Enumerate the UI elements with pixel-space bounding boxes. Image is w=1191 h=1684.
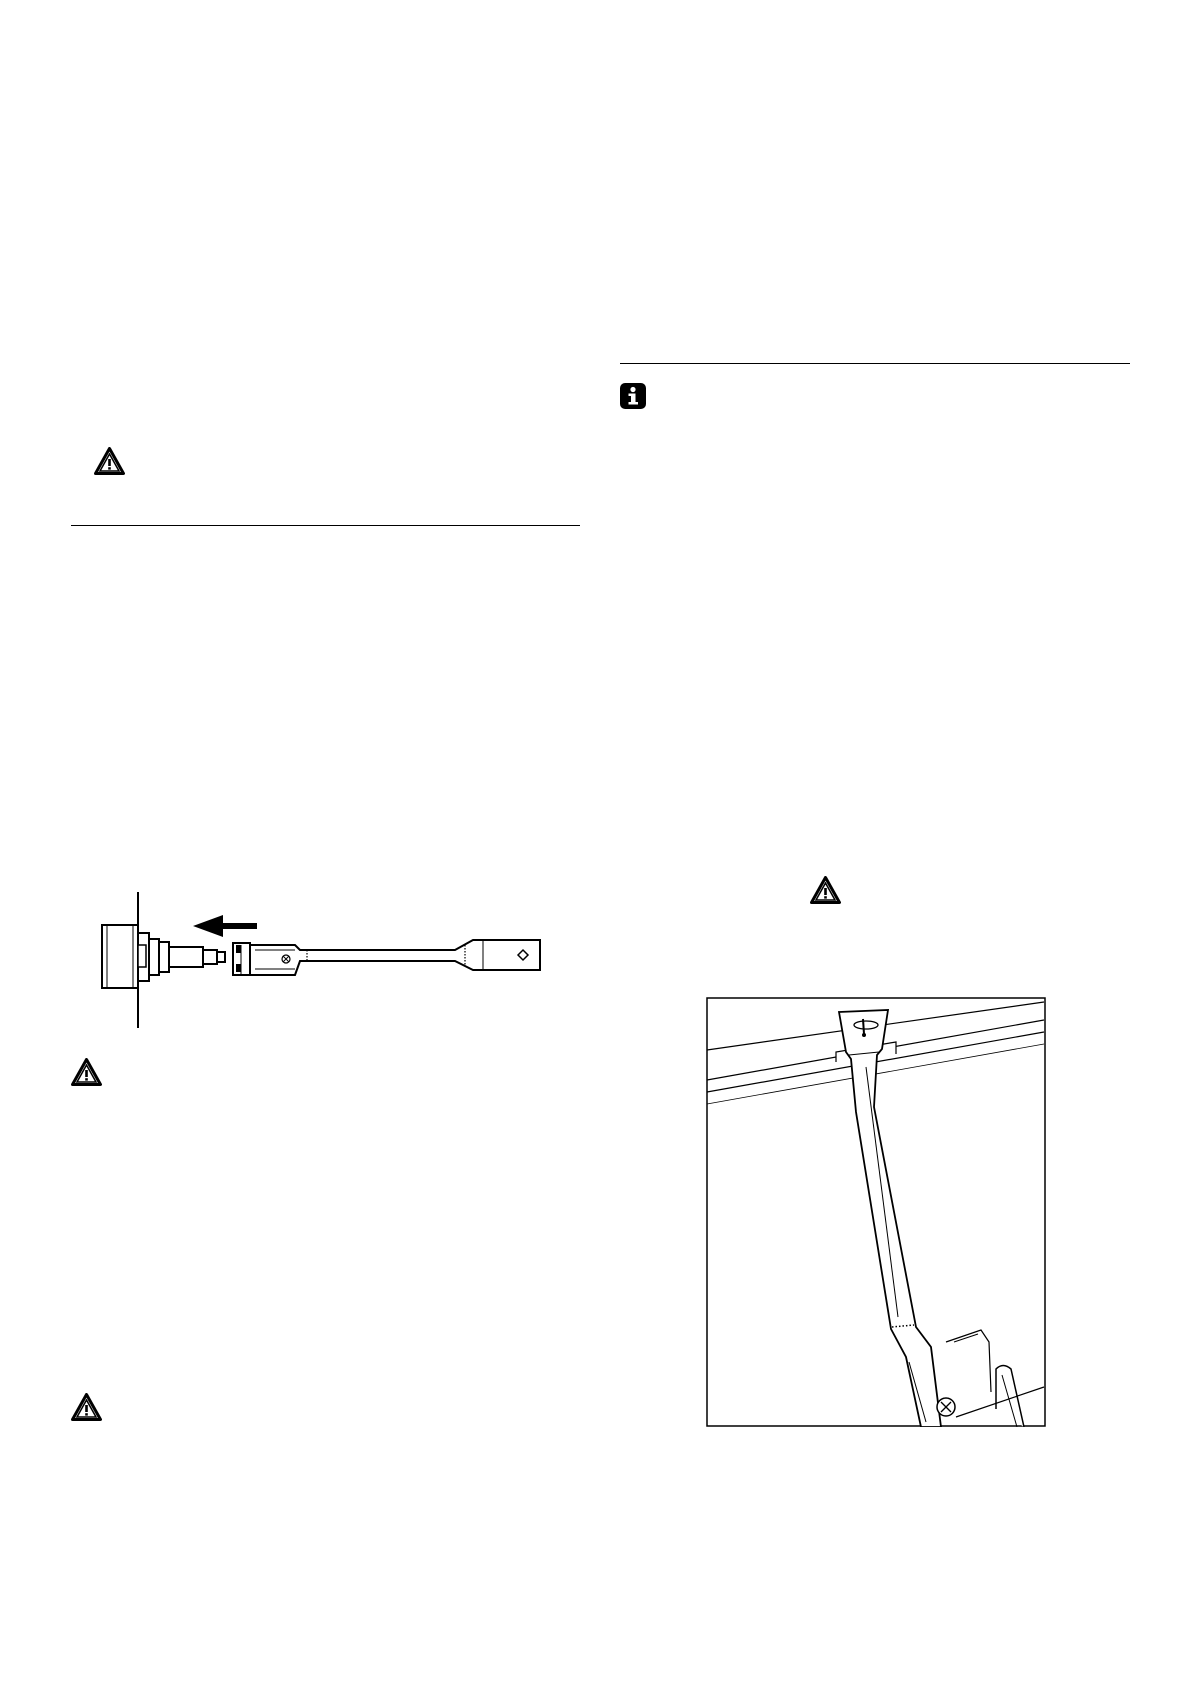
burner-tube-in-grill-diagram xyxy=(706,997,1046,1427)
section-divider-left xyxy=(71,525,580,526)
warning-triangle-icon xyxy=(810,876,841,904)
warning-triangle-icon xyxy=(71,1058,102,1086)
burner-tube-insertion-diagram xyxy=(95,890,555,1030)
warning-triangle-icon xyxy=(71,1393,102,1421)
info-icon xyxy=(620,383,646,409)
warning-triangle-icon xyxy=(94,447,125,475)
section-divider-right xyxy=(620,363,1130,364)
